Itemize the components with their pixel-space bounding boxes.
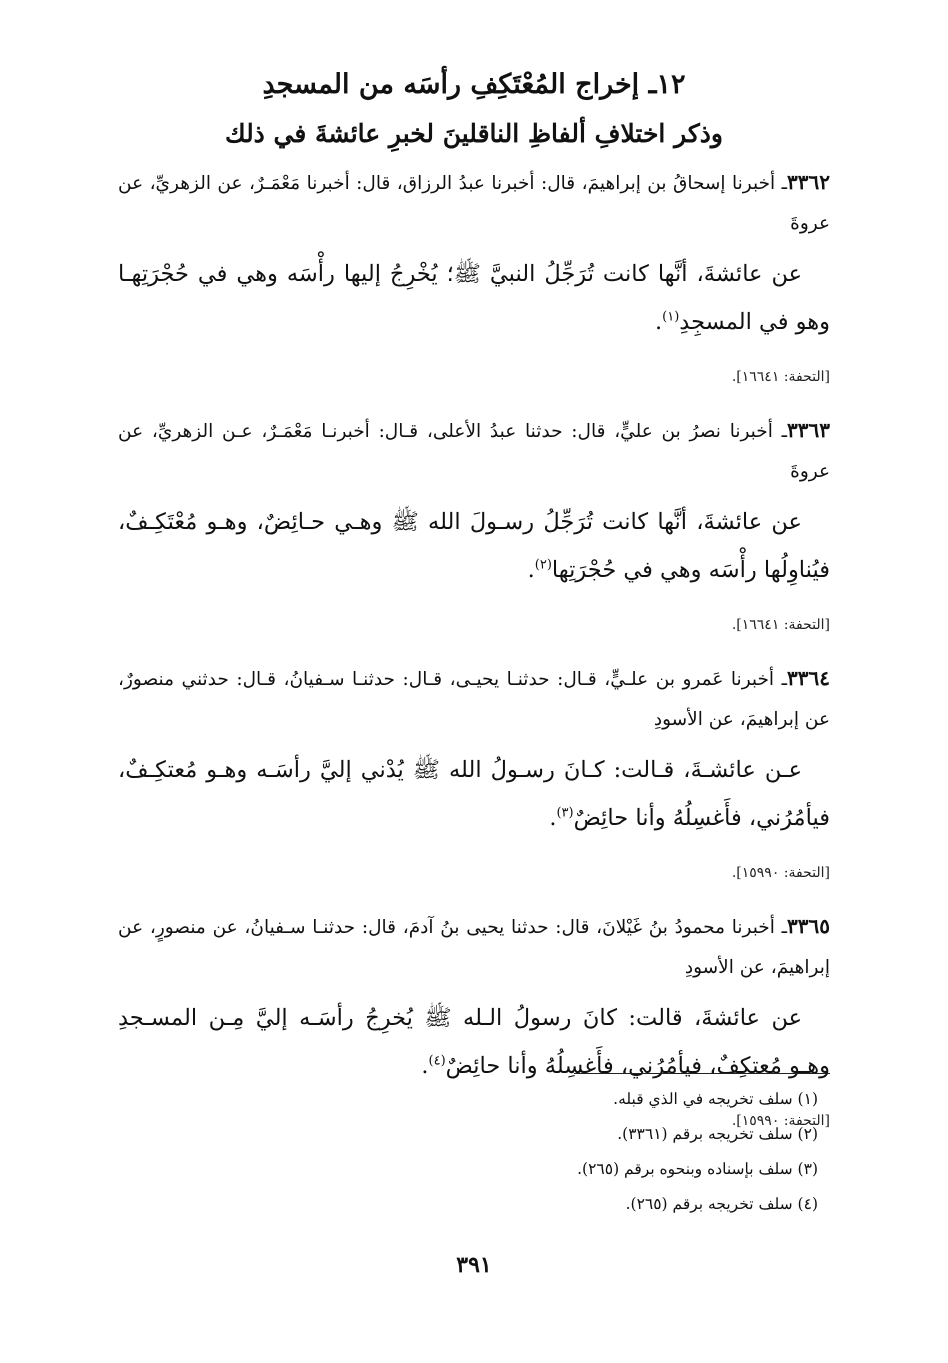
page-number: ٣٩١	[456, 1252, 492, 1278]
hadith-isnad	[118, 410, 830, 492]
footnote-3: (٣) سلف بإسناده وبنحوه برقم (٢٦٥).	[577, 1160, 818, 1178]
hadith-number: ٣٣٦٣	[787, 418, 830, 442]
page-body	[118, 48, 830, 1154]
hadith-matn	[118, 746, 830, 842]
footnotes	[118, 1073, 830, 1222]
matn-end: .	[549, 805, 557, 831]
hadith-3363	[118, 410, 830, 636]
matn-text: عن عائشةَ، أنَّها كانت تُرَجِّلُ رسـولَ الله ﷺ وهـي حـائِضٌ، وهـو مُعْتَكِـفٌ، فيُناوِلُها رأْسَه وهي في حُجْرَتِها	[118, 509, 830, 583]
isnad-text: ـ أخبرنا محمودُ بنُ غَيْلانَ، قال: حدثنا يحيى بنُ آدمَ، قال: حدثنـا سـفيانُ، عن منصورٍ، عن إبراهيمَ، عن الأسودِ	[118, 917, 830, 978]
tuhfa-reference: [التحفة: ١٥٩٩٠].	[731, 1113, 830, 1129]
footnote-ref[interactable]: (٤)	[428, 1053, 446, 1069]
matn-end: .	[655, 309, 663, 335]
isnad-text: ـ أخبرنا إسحاقُ بن إبراهيمَ، قال: أخبرنا عبدُ الرزاق، قال: أخبرنا مَعْمَـرٌ، عن الزهريِّ، عن عروةَ	[118, 173, 830, 234]
matn-text: عن عائشةَ، أنَّها كانت تُرَجِّلُ النبيَّ ﷺ؛ يُخْرِجُ إليها رأْسَه وهي في حُجْرَتِهـا وهو في المسجِدِ	[118, 261, 830, 335]
matn-text: عن عائشةَ، قالت: كانَ رسولُ الـله ﷺ يُخرِجُ رأسَـه إليَّ مِـن المسـجدِ وهـو مُعتكِفٌ، فيأمُرُني، فأَغسِلُهُ وأنا حائِضٌ	[118, 1005, 830, 1079]
hadith-3362	[118, 162, 830, 388]
chapter-title: ١٢ـ إخراج المُعْتَكِفِ رأسَه من المسجدِ	[262, 69, 686, 100]
hadith-3364	[118, 658, 830, 884]
isnad-text: ـ أخبرنا نصرُ بن عليٍّ، قال: حدثنا عبدُ الأعلى، قـال: أخبرنـا مَعْمَـرٌ، عـن الزهريِّ، عن عروةَ	[118, 421, 830, 482]
matn-end: .	[527, 557, 535, 583]
footnote-ref[interactable]: (٣)	[556, 805, 574, 821]
matn-end: .	[421, 1053, 429, 1079]
footnote-1: (١) سلف تخريجه في الذي قبله.	[613, 1090, 818, 1108]
footnote-ref[interactable]: (٢)	[534, 557, 552, 573]
footnote-2: (٢) سلف تخريجه برقم (٣٣٦١).	[617, 1125, 818, 1143]
tuhfa-reference: [التحفة: ١٦٦٤١].	[731, 369, 830, 385]
tuhfa-reference: [التحفة: ١٥٩٩٠].	[731, 865, 830, 881]
hadith-isnad	[118, 906, 830, 988]
tuhfa-reference: [التحفة: ١٦٦٤١].	[731, 617, 830, 633]
hadith-number: ٣٣٦٤	[787, 666, 830, 690]
hadith-number: ٣٣٦٥	[787, 914, 830, 938]
footnote-ref[interactable]: (١)	[662, 309, 680, 325]
hadith-matn	[118, 250, 830, 346]
chapter-subtitle: وذكر اختلافِ ألفاظِ الناقلينَ لخبرِ عائشةَ في ذلك	[225, 119, 723, 148]
hadith-isnad	[118, 658, 830, 740]
footnote-divider	[574, 1073, 830, 1074]
hadith-matn	[118, 498, 830, 594]
footnote-4: (٤) سلف تخريجه برقم (٢٦٥).	[625, 1195, 818, 1213]
matn-text: عـن عائشـةَ، قـالت: كـانَ رسـولُ الله ﷺ يُدْني إليَّ رأسَـه وهـو مُعتكِـفٌ، فيأمُرُني، فأَغسِلُهُ وأنا حائِضٌ	[118, 757, 830, 831]
hadith-isnad	[118, 162, 830, 244]
isnad-text: ـ أخبرنا عَمرو بن علـيٍّ، قـال: حدثنـا يحيـى، قـال: حدثنـا سـفيانُ، قـال: حدثني منصورٌ، عن إبراهيمَ، عن الأسودِ	[118, 669, 830, 730]
hadith-number: ٣٣٦٢	[787, 170, 830, 194]
